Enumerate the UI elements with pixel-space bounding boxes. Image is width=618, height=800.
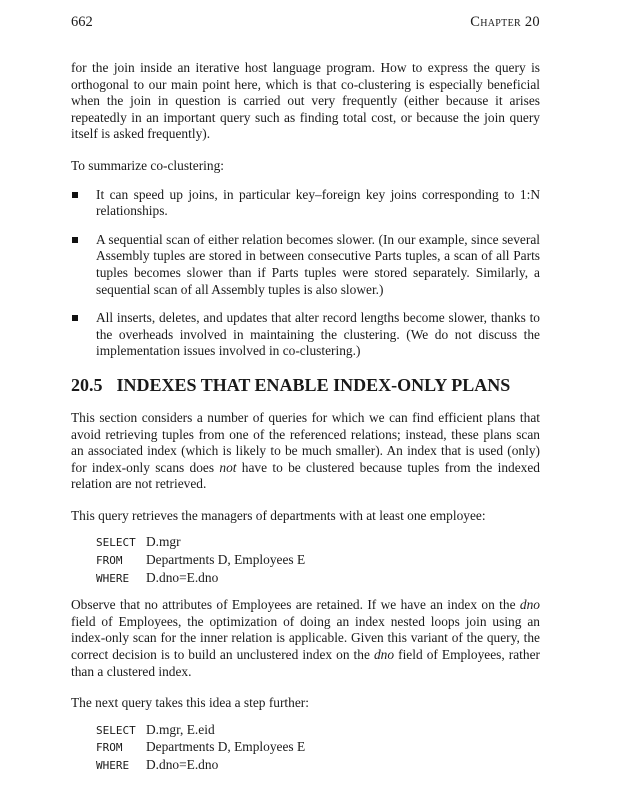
paragraph-summary-lead: To summarize co-clustering: — [71, 157, 225, 173]
page-header — [71, 14, 540, 34]
text-run: Observe that no attributes of Employees are retained. If we have an index on the — [71, 597, 520, 613]
text-run: This section considers a number of queries for which we can find efficient plans that avoid retrieving tuples from one of the referenced relations; instead, these plans scan an associated index (which is likely to be much smaller). An index that is used (only) for index-only scans does — [71, 409, 540, 475]
sql-keyword: WHERE — [96, 571, 130, 585]
bullet-item — [71, 232, 540, 298]
page-body — [71, 60, 540, 785]
chapter-heading: Chapter 20 — [470, 14, 540, 30]
sql-keyword: SELECT — [96, 723, 136, 737]
emphasis-dno: dno — [519, 597, 540, 613]
paragraph-observation — [71, 597, 540, 680]
text-run: have to be clustered because tuples from the indexed relation are not retrieved. — [71, 459, 540, 492]
section-title: INDEXES THAT ENABLE INDEX-ONLY PLANS — [116, 374, 511, 395]
sql-clause: Departments D, Employees E — [146, 739, 306, 755]
paragraph-query1-lead: This query retrieves the managers of departments with at least one employee: — [71, 507, 486, 523]
bullet-item — [71, 187, 540, 220]
paragraph-intro: for the join inside an iterative host language program. How to express the query is orthogonal to our main point here, which is that co-clustering is especially beneficial when the join in question is carried out very frequently (either because it arises repeatedly in an important query such as finding total cost, or because the join query itself is asked frequently). — [71, 60, 540, 142]
paragraph-section-intro — [71, 410, 540, 493]
sql-clause: Departments D, Employees E — [146, 552, 306, 568]
sql-query-1 — [96, 534, 540, 587]
bullet-square-icon — [72, 192, 78, 198]
sql-clause: D.mgr — [146, 534, 181, 550]
sql-keyword: FROM — [96, 741, 123, 755]
bullet-text: It can speed up joins, in particular key–foreign key joins corresponding to 1:N relationships. — [96, 186, 540, 219]
sql-clause: D.mgr, E.eid — [146, 721, 215, 737]
sql-clause: D.dno=E.dno — [146, 569, 219, 585]
sql-keyword: FROM — [96, 554, 123, 568]
bullet-square-icon — [72, 315, 78, 321]
sql-select-line — [96, 722, 540, 740]
emphasis-not: not — [219, 459, 237, 475]
sql-clause: D.dno=E.dno — [146, 757, 219, 772]
sql-keyword: SELECT — [96, 536, 136, 550]
section-number: 20.5 — [71, 374, 103, 395]
sql-keyword: WHERE — [96, 759, 130, 772]
sql-where-line — [96, 570, 540, 588]
sql-where-line — [96, 757, 540, 775]
bullet-text: All inserts, deletes, and updates that alter record lengths become slower, thanks to the overheads involved in maintaining the clustering. (We do not discuss the implementation issues involved in co-clustering.) — [96, 310, 540, 359]
section-heading — [71, 374, 540, 396]
sql-select-line — [96, 534, 540, 552]
bullet-item — [71, 310, 540, 360]
text-run: field of Employees, rather than a clustered index. — [71, 647, 540, 679]
page-number: 662 — [71, 14, 93, 30]
sql-from-line — [96, 739, 540, 757]
emphasis-dno: dno — [373, 647, 395, 663]
text-run: field of Employees, the optimization of doing an index nested loops join using an index-only scan for the inner relation is applicable. Given this variant of the query, the correct decision is to build an unclustered index on the — [71, 613, 540, 663]
paragraph-query2-lead: The next query takes this idea a step further: — [71, 695, 309, 711]
bullet-square-icon — [72, 237, 78, 243]
sql-query-2 — [96, 722, 540, 775]
co-clustering-bullet-list — [71, 187, 540, 360]
sql-from-line — [96, 552, 540, 570]
bullet-text: A sequential scan of either relation becomes slower. (In our example, since several Assembly tuples are stored in between consecutive Parts tuples, a scan of all Parts tuples becomes slower than if Parts tuples were stored separately. Similarly, a sequential scan of all Assembly tuples is also slower.) — [96, 231, 540, 297]
